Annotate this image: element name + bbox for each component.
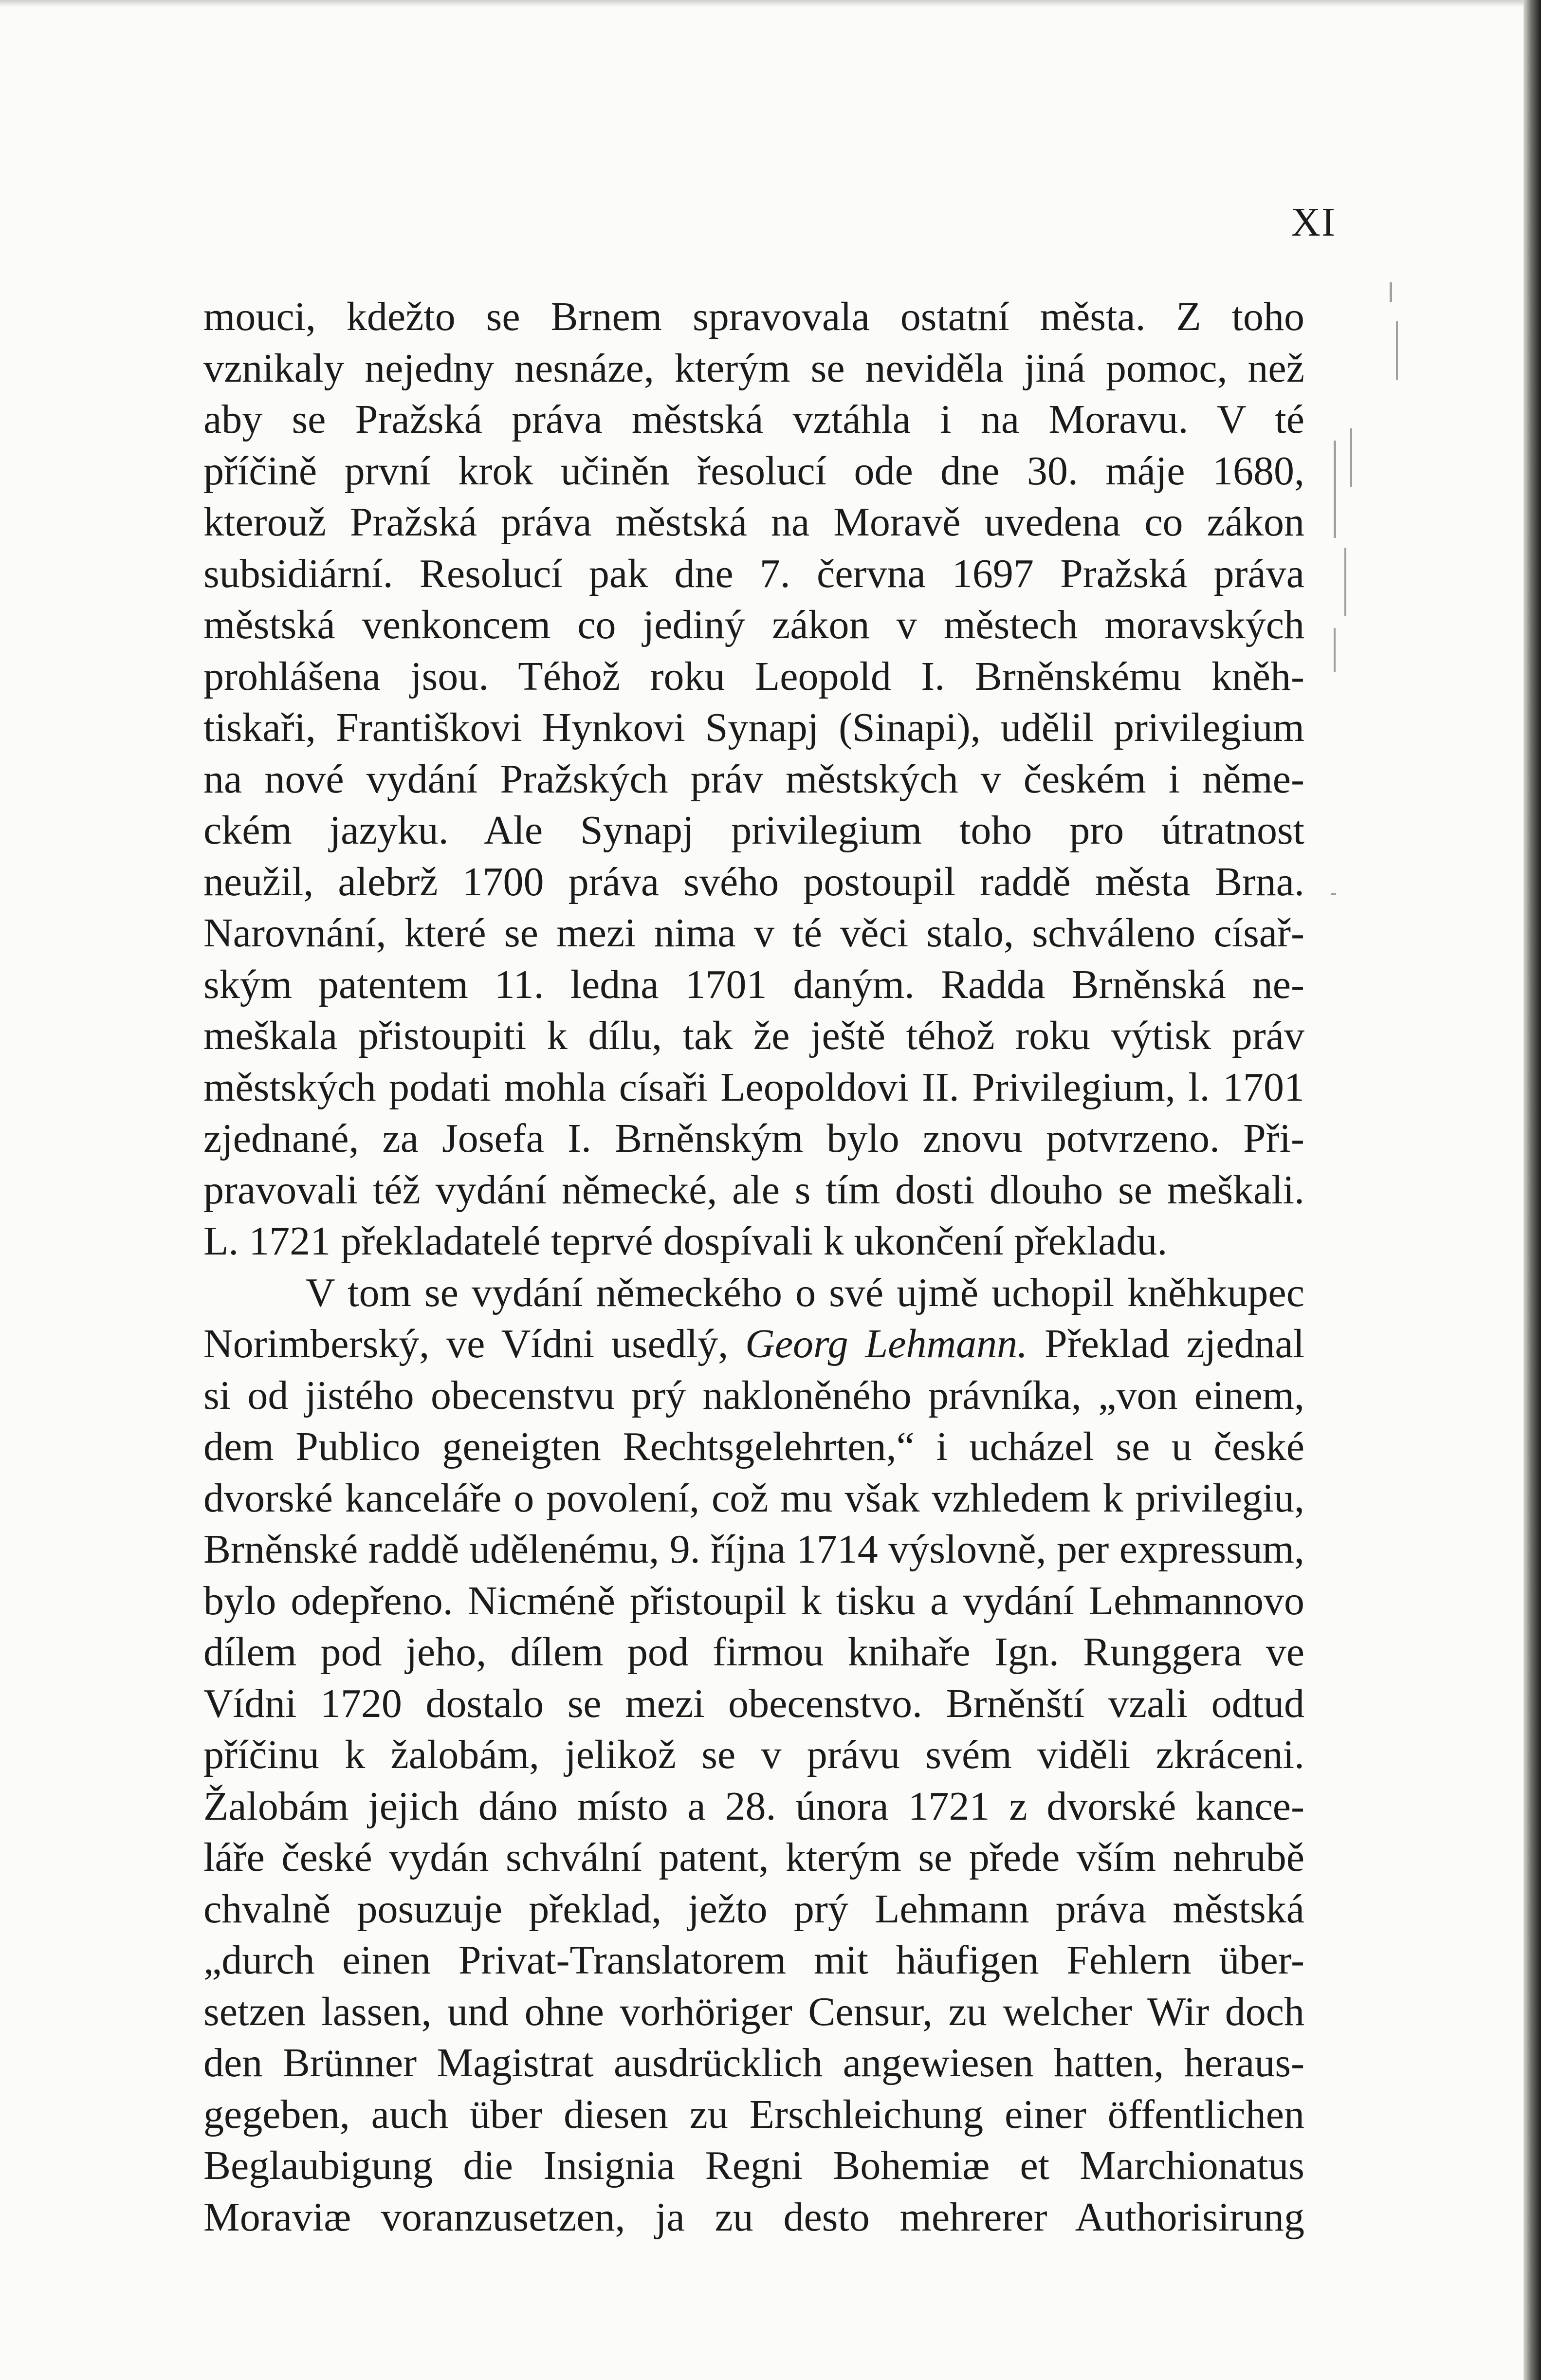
text-line: zjednané, za Josefa I. Brněnským bylo znovu potvrzeno. Při- [203, 1116, 1304, 1161]
text-line: dílem pod jeho, dílem pod firmou knihaře Ign. Runggera ve [203, 1629, 1304, 1675]
text-line: neužil, alebrž 1700 práva svého postoupil raddě města Brna. [203, 859, 1304, 904]
text-line: setzen lassen, und ohne vorhöriger Censur, zu welcher Wir doch [203, 1989, 1304, 2034]
text-line: na nové vydání Pražských práv městských v českém i něme- [203, 756, 1304, 802]
paragraph-1 [203, 291, 1304, 1267]
margin-scan-mark [1334, 441, 1336, 538]
text-line: subsidiární. Resolucí pak dne 7. června 1697 Pražská práva [203, 551, 1304, 596]
text-segment: V tom se vydání německého o své ujmě uchopil kněhkupec [306, 1270, 1304, 1315]
text-line: městských podati mohla císaři Leopoldovi II. Privilegium, l. 1701 [203, 1064, 1304, 1110]
margin-scan-mark [1390, 282, 1392, 302]
text-line: ckém jazyku. Ale Synapj privilegium toho pro útratnost [203, 808, 1304, 853]
text-line [203, 1267, 1304, 1319]
text-line: městská venkoncem co jediný zákon v městech moravských [203, 602, 1304, 647]
text-line: Beglaubigung die Insignia Regni Bohemiæ et Marchionatus [203, 2143, 1304, 2188]
text-line: kterouž Pražská práva městská na Moravě uvedena co zákon [203, 499, 1304, 545]
page-number: XI [1291, 200, 1336, 245]
text-line: chvalně posuzuje překlad, ježto prý Lehmann práva městská [203, 1886, 1304, 1932]
text-line: vznikaly nejedny nesnáze, kterým se neviděla jiná pomoc, než [203, 345, 1304, 391]
text-line: den Brünner Magistrat ausdrücklich angewiesen hatten, heraus- [203, 2040, 1304, 2085]
text-line: dvorské kanceláře o povolení, což mu však vzhledem k privilegiu, [203, 1475, 1304, 1521]
text-segment: Norimberský, ve Vídni usedlý, [203, 1321, 746, 1366]
text-line: Žalobám jejich dáno místo a 28. února 1721 z dvorské kance- [203, 1783, 1304, 1829]
page-top-edge [0, 0, 1541, 7]
text-line: prohlášena jsou. Téhož roku Leopold I. Brněnskému kněh- [203, 653, 1304, 699]
margin-scan-mark [1334, 628, 1336, 672]
author-name-italic: Georg Lehmann. [745, 1321, 1028, 1366]
text-line: Moraviæ voranzusetzen, ja zu desto mehrerer Authorisirung [203, 2194, 1304, 2240]
body-text [203, 291, 1304, 2243]
text-line: bylo odepřeno. Nicméně přistoupil k tisku a vydání Lehmannovo [203, 1578, 1304, 1624]
text-line: mouci, kdežto se Brnem spravovala ostatní města. Z toho [203, 294, 1304, 339]
margin-scan-mark [1331, 893, 1336, 895]
text-line: dem Publico geneigten Rechtsgelehrten,“ i ucházel se u české [203, 1424, 1304, 1469]
text-line: příčinu k žalobám, jelikož se v právu svém viděli zkráceni. [203, 1732, 1304, 1777]
text-segment: Překlad zjednal [1027, 1321, 1304, 1366]
text-line: Vídni 1720 dostalo se mezi obecenstvo. Brněnští vzali odtud [203, 1680, 1304, 1726]
text-line: si od jistého obecenstvu prý nakloněného právníka, „von einem, [203, 1372, 1304, 1418]
text-line: láře české vydán schvální patent, kterým se přede vším nehrubě [203, 1835, 1304, 1880]
text-line: L. 1721 překladatelé teprvé dospívali k ukončení překladu. [203, 1218, 1168, 1264]
text-line: aby se Pražská práva městská vztáhla i na Moravu. V té [203, 397, 1304, 442]
page-binding-edge [1523, 0, 1541, 2380]
text-line: ským patentem 11. ledna 1701 daným. Radda Brněnská ne- [203, 961, 1304, 1007]
margin-scan-mark [1350, 428, 1352, 487]
text-line: Brněnské raddě udělenému, 9. října 1714 výslovně, per expressum, [203, 1527, 1304, 1572]
text-line: meškala přistoupiti k dílu, tak že ještě téhož roku výtisk práv [203, 1013, 1304, 1058]
text-line [203, 1318, 1304, 1370]
text-line: příčině první krok učiněn řesolucí ode dne 30. máje 1680, [203, 448, 1304, 494]
text-line: Narovnání, které se mezi nima v té věci stalo, schváleno císař- [203, 910, 1304, 956]
text-line: „durch einen Privat-Translatorem mit häufigen Fehlern über- [203, 1937, 1304, 1983]
margin-scan-mark [1396, 321, 1398, 380]
text-line: tiskaři, Františkovi Hynkovi Synapj (Sinapi), udělil privilegium [203, 705, 1304, 750]
text-line: gegeben, auch über diesen zu Erschleichung einer öffentlichen [203, 2091, 1304, 2137]
text-line: pravovali též vydání německé, ale s tím dosti dlouho se meškali. [203, 1167, 1304, 1213]
paragraph-2 [203, 1267, 1304, 2243]
margin-scan-mark [1344, 548, 1346, 616]
